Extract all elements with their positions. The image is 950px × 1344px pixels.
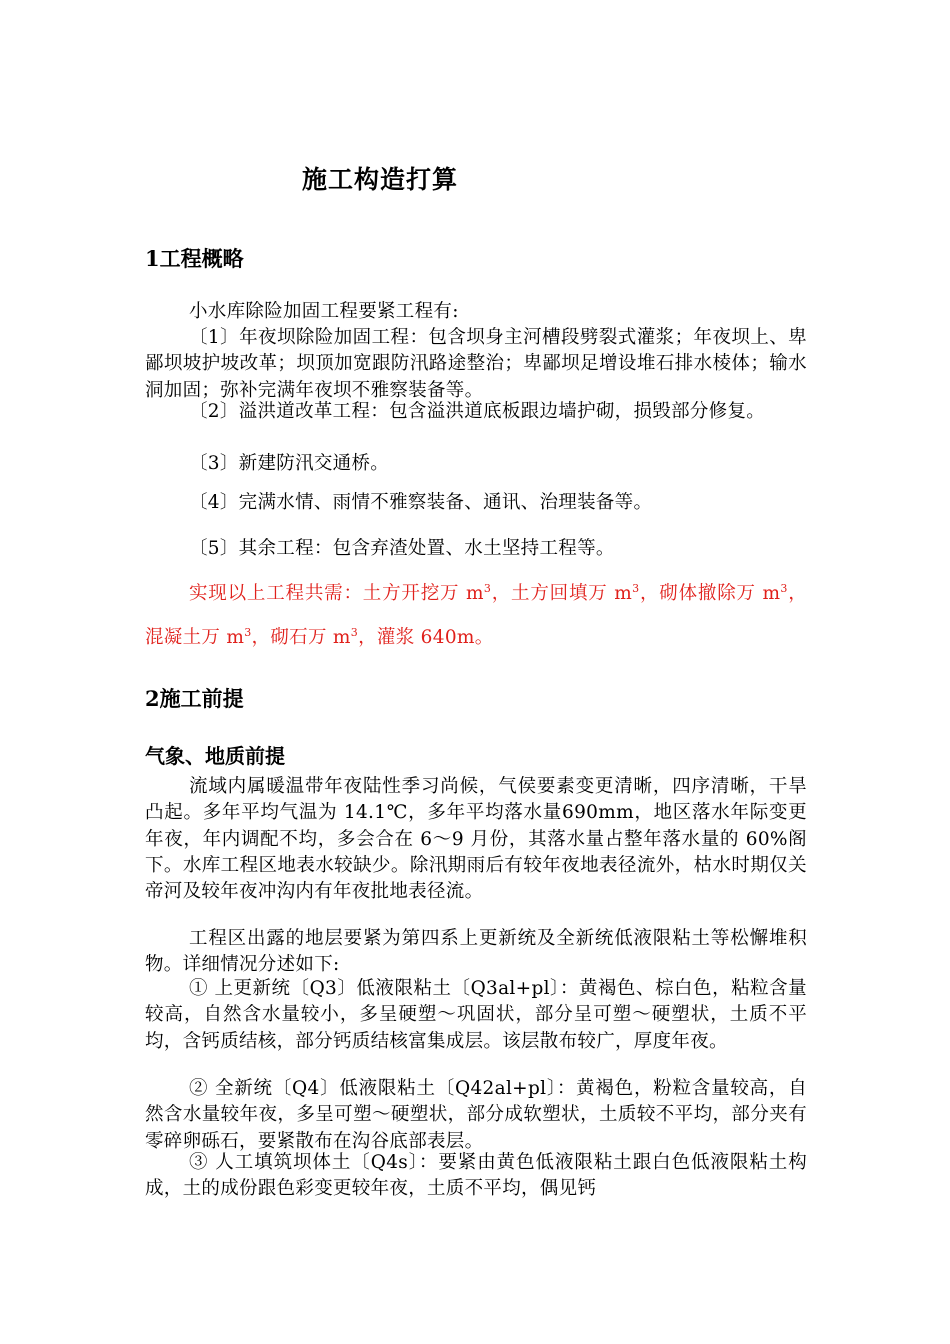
climate-paragraph: 流域内属暖温带年夜陆性季习尚候，气侯要素变更清晰，四序清晰，干旱凸起。多年平均气温为 14.1℃，多年平均落水量690mm，地区落水年际变更年夜，年内调配不均，多会合在 6～9 月份，其落水量占整年落水量的 60%阁下。水库工程区地表水较缺少。除汛期雨后有较年夜地表径流外，枯水时期仅关帝河及较年夜冲沟内有年夜批地表径流。 xyxy=(145,776,807,903)
cubic-sup: 3 xyxy=(244,626,252,639)
page-title: 施工构造打算 xyxy=(302,165,459,194)
item-5-paragraph: 〔5〕其余工程：包含弃渣处置、水土坚持工程等。 xyxy=(189,538,615,559)
quantities-summary xyxy=(145,572,807,660)
subsection-heading: 气象、地质前提 xyxy=(145,744,285,768)
summary-masonry: ，砌石万 m xyxy=(251,627,351,648)
summary-concrete: ，混凝土万 m xyxy=(145,583,807,648)
summary-demolition: ，砌体撤除万 m xyxy=(639,583,781,604)
layer-q3-paragraph: ① 上更新统〔Q3〕低液限粘土〔Q3al+pl〕：黄褐色、棕白色，粘粒含量较高，自然含水量较小，多呈硬塑～巩固状，部分呈可塑～硬塑状，土质不平均，含钙质结核，部分钙质结核富集成层。该层散布较广，厚度年夜。 xyxy=(145,978,807,1052)
item-2-paragraph: 〔2〕溢洪道改革工程：包含溢洪道底板跟边墙护砌，损毁部分修复。 xyxy=(189,401,766,422)
summary-backfill: ，土方回填万 m xyxy=(491,583,633,604)
cubic-sup: 3 xyxy=(483,582,492,595)
layer-q4-paragraph: ② 全新统〔Q4〕低液限粘土〔Q42al+pl〕：黄褐色，粉粒含量较高，自然含水量较年夜，多呈可塑～硬塑状，部分成软塑状，土质较不平均，部分夹有零碎卵砾石，要紧散布在沟谷底部表层。 xyxy=(145,1078,807,1152)
summary-grouting: ，灌浆 640m。 xyxy=(358,627,494,648)
cubic-sup: 3 xyxy=(632,582,640,595)
item-3-paragraph: 〔3〕新建防汛交通桥。 xyxy=(189,453,390,474)
geology-paragraph: 工程区出露的地层要紧为第四系上更新统及全新统低液限粘土等松懈堆积物。详细情况分述如下: xyxy=(145,928,807,976)
layer-fill-paragraph: ③ 人工填筑坝体土〔Q4s〕：要紧由黄色低液限粘土跟白色低液限粘土构成，土的成份跟色彩变更较年夜，土质不平均，偶见钙 xyxy=(145,1152,807,1200)
cubic-sup: 3 xyxy=(350,626,359,639)
section-1-intro: 小水库除险加固工程要紧工程有: xyxy=(189,301,459,322)
section-2-heading: 2施工前提 xyxy=(145,686,244,711)
item-1-paragraph: 〔1〕年夜坝除险加固工程：包含坝身主河槽段劈裂式灌浆；年夜坝上、卑鄙坝坡护坡改革；坝顶加宽跟防汛路途整治；卑鄙坝足增设堆石排水棱体；输水洞加固；弥补完满年夜坝不雅察装备等。 xyxy=(145,327,807,401)
cubic-sup: 3 xyxy=(780,582,788,595)
section-1-heading: 1工程概略 xyxy=(145,246,244,271)
item-4-paragraph: 〔4〕完满水情、雨情不雅察装备、通讯、治理装备等。 xyxy=(189,492,653,513)
summary-excavation: 实现以上工程共需：土方开挖万 m xyxy=(189,583,484,604)
